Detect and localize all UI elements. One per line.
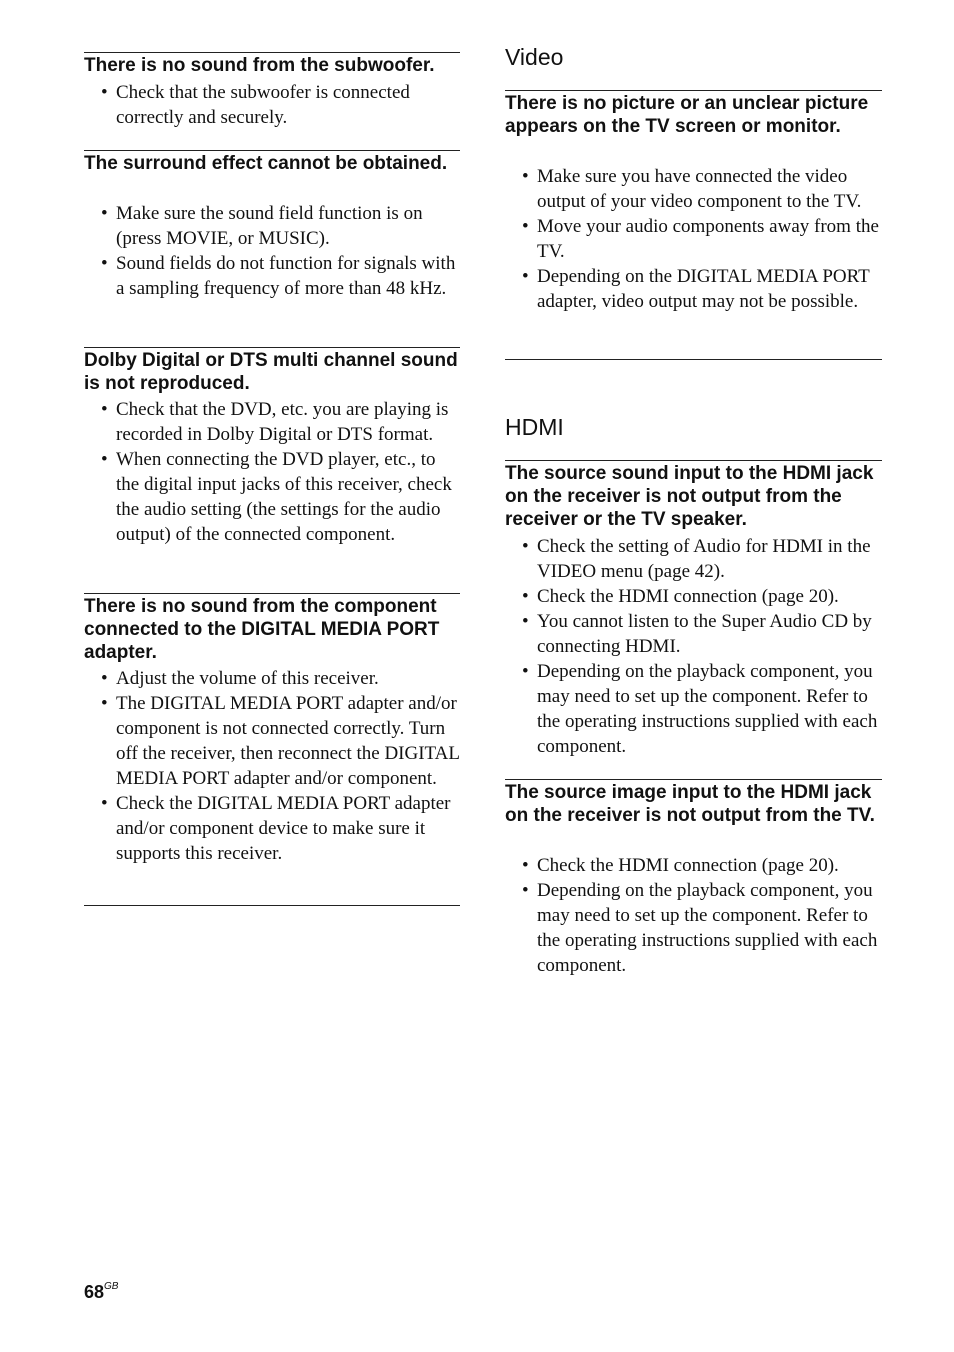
list-item: • Depending on the playback component, you may need to set up the component. Refer to the operating instructions supplied with each component. [522, 661, 878, 757]
question-heading: There is no sound from the component connected to the DIGITAL MEDIA PORT adapter. [84, 596, 440, 663]
bullet-icon: • [522, 536, 529, 557]
section-title-hdmi: HDMI [505, 414, 564, 440]
answer-list [505, 164, 882, 314]
answer-list [505, 853, 882, 978]
question-heading: There is no sound from the subwoofer. [84, 55, 435, 76]
bullet-icon: • [522, 166, 529, 187]
bullet-icon: • [101, 82, 108, 103]
list-item: • Depending on the playback component, you may need to set up the component. Refer to the operating instructions supplied with each component. [522, 880, 878, 976]
list-item: • Check that the DVD, etc. you are playing is recorded in Dolby Digital or DTS format. [101, 399, 449, 445]
bullet-icon: • [101, 203, 108, 224]
list-item: • Adjust the volume of this receiver. [101, 668, 379, 689]
answer-list [84, 666, 460, 866]
list-item: • Check that the subwoofer is connected correctly and securely. [101, 82, 410, 128]
bullet-icon: • [522, 855, 529, 876]
answer-list [84, 397, 460, 547]
section-divider [84, 52, 460, 53]
list-item: • Check the setting of Audio for HDMI in the VIDEO menu (page 42). [522, 536, 871, 582]
bullet-icon: • [522, 266, 529, 287]
page-number-suffix: GB [104, 1281, 119, 1292]
bullet-icon: • [522, 611, 529, 632]
question-heading: The surround effect cannot be obtained. [84, 153, 448, 174]
section-divider [84, 347, 460, 348]
list-item: • Move your audio components away from the TV. [522, 216, 879, 262]
bullet-icon: • [522, 216, 529, 237]
list-item: • Check the DIGITAL MEDIA PORT adapter and/or component device to make sure it supports this receiver. [101, 793, 451, 864]
list-item: • Make sure the sound field function is on (press MOVIE, or MUSIC). [101, 203, 423, 249]
list-item: • Check the HDMI connection (page 20). [522, 855, 839, 876]
bullet-icon: • [101, 693, 108, 714]
question-heading: There is no picture or an unclear picture appears on the TV screen or monitor. [505, 93, 869, 137]
question-heading: The source image input to the HDMI jack on the receiver is not output from the TV. [505, 782, 875, 826]
bullet-icon: • [101, 793, 108, 814]
bullet-icon: • [101, 399, 108, 420]
bullet-icon: • [101, 449, 108, 470]
answer-list [84, 201, 460, 301]
question-heading: Dolby Digital or DTS multi channel sound is not reproduced. [84, 350, 458, 394]
section-divider [505, 359, 882, 360]
bullet-icon: • [522, 586, 529, 607]
page-number [84, 1282, 118, 1303]
section-divider [505, 779, 882, 780]
answer-list [505, 534, 882, 759]
section-divider [84, 905, 460, 906]
list-item: • Make sure you have connected the video output of your video component to the TV. [522, 166, 862, 212]
list-item: • When connecting the DVD player, etc., to the digital input jacks of this receiver, check the audio setting (the settings for the audio output) of the connected component. [101, 449, 452, 545]
bullet-icon: • [522, 880, 529, 901]
answer-list [84, 80, 460, 130]
section-divider [84, 150, 460, 151]
list-item: • Check the HDMI connection (page 20). [522, 586, 839, 607]
section-title-video: Video [505, 44, 564, 70]
question-heading: The source sound input to the HDMI jack on the receiver is not output from the receiver or the TV speaker. [505, 463, 874, 530]
list-item: • Sound fields do not function for signals with a sampling frequency of more than 48 kHz. [101, 253, 456, 299]
section-divider [505, 90, 882, 91]
list-item: • Depending on the DIGITAL MEDIA PORT adapter, video output may not be possible. [522, 266, 870, 312]
bullet-icon: • [101, 668, 108, 689]
list-item: • You cannot listen to the Super Audio CD by connecting HDMI. [522, 611, 872, 657]
section-divider [505, 460, 882, 461]
bullet-icon: • [101, 253, 108, 274]
bullet-icon: • [522, 661, 529, 682]
list-item: • The DIGITAL MEDIA PORT adapter and/or component is not connected correctly. Turn off the receiver, then reconnect the DIGITAL MEDIA PORT adapter and/or component. [101, 693, 460, 789]
section-divider [84, 593, 460, 594]
page-number-value: 68 [84, 1282, 105, 1302]
